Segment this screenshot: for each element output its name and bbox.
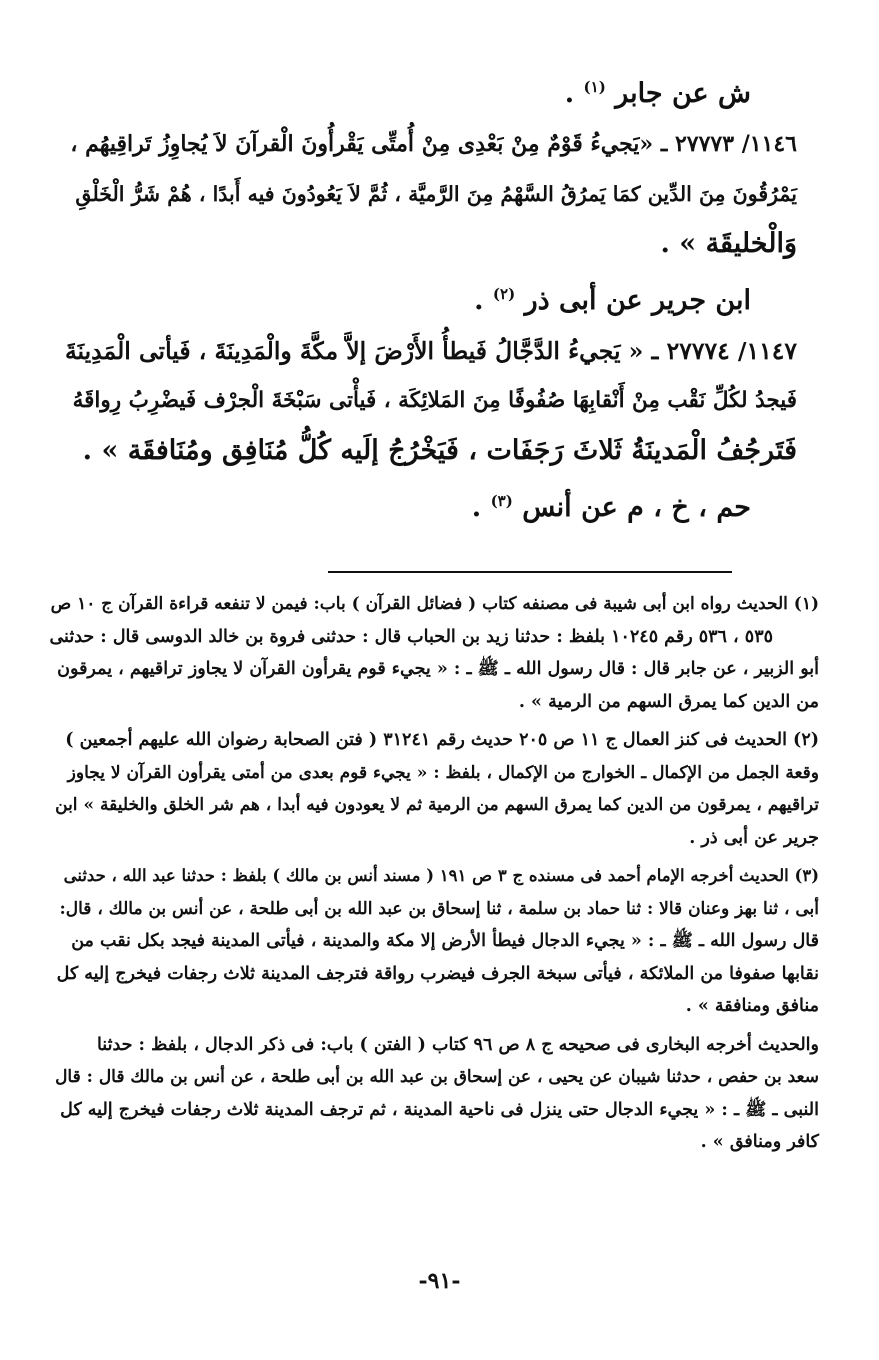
main-text	[59, 62, 797, 533]
hadith-line: فَتَرجُفُ الْمَدينَةُ ثَلاثَ رَجَفَات ، فَيَخْرُجُ إلَيه كُلُّ مُنَافِق ومُنَافقَة » .	[82, 435, 797, 466]
footnote-line: قال رسول الله ـ ﷺ ـ : « يجيء الدجال فيطأ الأرض إلا مكة والمدينة ، فيأتى المدينة فيجد بكل نقب من	[71, 931, 819, 951]
footnote-line: كافر ومنافق » .	[700, 1132, 819, 1152]
footnote-line: (٣) الحديث أخرجه الإمام أحمد فى مسنده ج ٣ ص ١٩١ ( مسند أنس بن مالك ) بلفظ : حدثنا عبد الله ، حدثنى	[63, 866, 819, 885]
hadith-line: وَالْخليقَة » .	[660, 228, 797, 259]
footnote-line: ٥٣٥ ، ٥٣٦ رقم ١٠٢٤٥ بلفظ : حدثنا زيد بن الحباب قال : حدثنى فروة بن خالد الدوسى قال : حدثنى	[49, 626, 773, 647]
footnote-line: نقابها صفوفا من الملائكة ، فيأتى سبخة الجرف فيضرب رواقة فترجف المدينة ثلاث رجفات فيخرج إليه كل	[56, 963, 819, 984]
source-line: ابن جرير عن أبى ذر $^{(٢)}$ .	[474, 285, 751, 316]
footnote-separator	[328, 571, 732, 573]
source-line: حم ، خ ، م عن أنس $^{(٣)}$ .	[471, 492, 751, 523]
footnote-marker: (١)	[583, 78, 606, 96]
footnote-line: أبو الزبير ، عن جابر قال : قال رسول الله ـ ﷺ ـ : « يجيء قوم يقرأون القرآن لا يجاوز تراقيهم ، يمرقون	[57, 659, 819, 679]
footnote-line: (١) الحديث رواه ابن أبى شيبة فى مصنفه كتاب ( فضائل القرآن ) باب: فيمن لا تنفعه قراءة القرآن ج ١٠ ص	[50, 594, 819, 614]
source-line: ش عن جابر $^{(١)}$ .	[564, 78, 751, 109]
page-number: -٩١-	[418, 1268, 461, 1294]
footnote-line: من الدين كما يمرق السهم من الرمية » .	[518, 691, 819, 712]
footnote-line: وقعة الجمل من الإكمال ـ الخوارج من الإكمال ، بلفظ : « يجيء قوم بعدى من أمتى يقرأون القرآن لا يجاوز	[67, 762, 819, 783]
hadith-line: ١١٤٦/ ٢٧٧٧٣ ـ «يَجيءُ قَوْمٌ مِنْ بَعْدِى مِنْ أُمتِّى يَقْرأُونَ الْقرآنَ لاَ يُجاوِزُ تَراقِيهُم ،	[70, 131, 797, 157]
footnote-line: النبى ـ ﷺ ـ : « يجيء الدجال حتى ينزل فى ناحية المدينة ، ثم ترجف المدينة ثلاث رجفات فيخرج إليه كل	[60, 1099, 819, 1120]
hadith-line: فَيجدُ لكُلِّ نَقْب مِنْ أَنْقابِهَا صُفُوفًا مِنَ المَلائِكَة ، فَيأْتى سَبْخَةَ الْجرْف فَيضْرِبُ رِواقَهُ	[72, 388, 797, 413]
footnote-marker: (٣)	[490, 492, 513, 510]
hadith-line: يَمْرُقُونَ مِنَ الدِّين كمَا يَمرُقُ السَّهْمُ مِنَ الرَّميَّة ، ثُمَّ لاَ يَعُودُونَ فيه أَبدًا ، هُمْ شَرُّ الْخَلْقِ	[75, 182, 797, 206]
footnote-line: تراقيهم ، يمرقون من الدين كما يمرق السهم من الرمية ثم لا يعودون فيه أبدا ، هم شر الخلق والخليقة » ابن	[55, 795, 819, 815]
footnote-line: منافق ومنافقة » .	[685, 996, 819, 1016]
footnote-marker: (٢)	[492, 285, 516, 303]
hadith-line: ١١٤٧/ ٢٧٧٧٤ ـ « يَجيءُ الدَّجَّالُ فَيطأُ الأَرْضَ إلاَّ مكَّةَ والْمَدِينَةَ ، فَيأتى الْمَدِينَةَ	[64, 337, 797, 365]
footnotes	[49, 588, 819, 1159]
footnote-line: أبى ، ثنا بهز وعنان قالا : ثنا حماد بن سلمة ، ثنا إسحاق بن عبد الله بن أبى طلحة ، عن أنس بن مالك ، قال:	[59, 898, 819, 919]
footnote-line: والحديث أخرجه البخارى فى صحيحه ج ٨ ص ٩٦ كتاب ( الفتن ) باب: فى ذكر الدجال ، بلفظ : حدثنا	[96, 1034, 819, 1055]
footnote-line: (٢) الحديث فى كنز العمال ج ١١ ص ٢٠٥ حديث رقم ٣١٢٤١ ( فتن الصحابة رضوان الله عليهم أجمعين )	[65, 730, 819, 750]
footnote-line: سعد بن حفص ، حدثنا شيبان عن يحيى ، عن إسحاق بن عبد الله بن أبى طلحة ، عن أنس بن مالك قال : قال	[55, 1067, 819, 1087]
footnote-line: جرير عن أبى ذر .	[689, 827, 819, 848]
